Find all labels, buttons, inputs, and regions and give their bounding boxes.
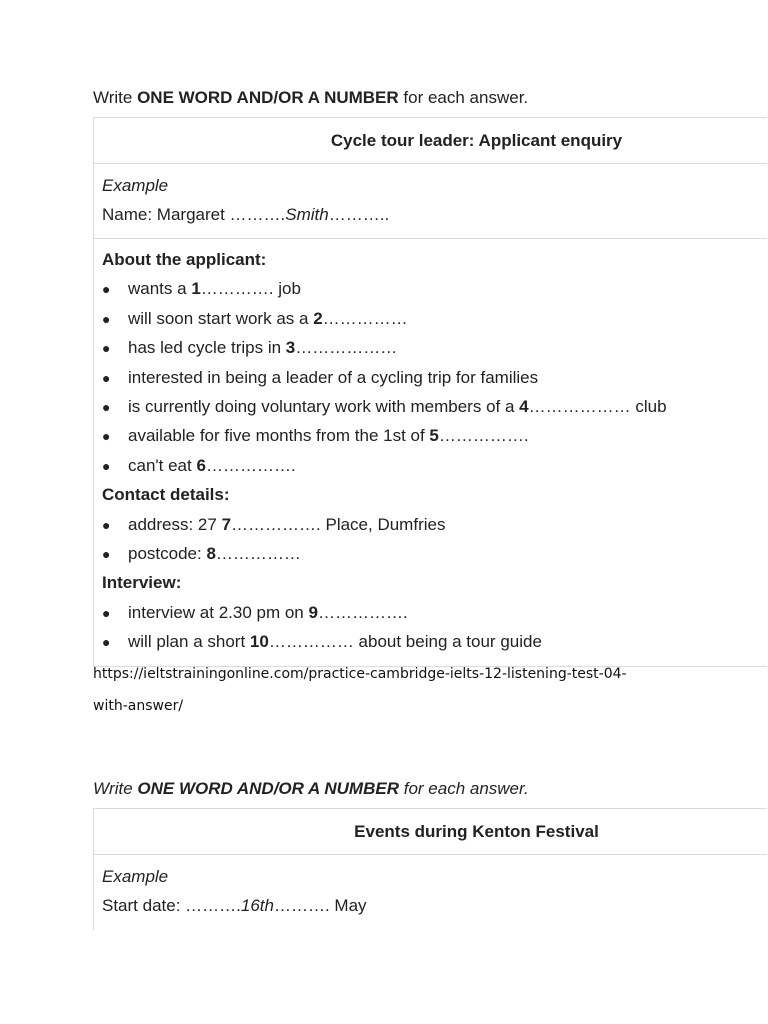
- answer-gap: ……………: [322, 308, 408, 328]
- example-post: ………..: [328, 205, 390, 224]
- source-url-line-1[interactable]: https://ieltstrainingonline.com/practice-cambridge-ielts-12-listening-test-04-: [93, 666, 627, 682]
- answer-gap: …………….: [438, 426, 529, 446]
- question-number: 10: [249, 632, 269, 652]
- section-heading: Contact details:: [102, 485, 230, 505]
- instruction-emphasis: ONE WORD AND/OR A NUMBER: [137, 779, 399, 798]
- note-item: [102, 368, 538, 388]
- answer-gap: …………. job: [200, 279, 301, 299]
- example-row: [94, 855, 767, 931]
- answer-gap: ……………. Place, Dumfries: [231, 514, 446, 534]
- question-number: 9: [308, 602, 318, 622]
- example-pre: Name: Margaret ……….: [102, 205, 286, 224]
- note-text: postcode:: [128, 544, 207, 563]
- bullet-icon: ●: [102, 310, 111, 327]
- question-number: 2: [313, 308, 323, 328]
- bullet-icon: ●: [102, 516, 111, 533]
- instruction-post: for each answer.: [399, 779, 529, 798]
- answer-gap: ……………… club: [528, 397, 667, 416]
- bullet-icon: ●: [102, 281, 111, 298]
- bullet-icon: ●: [102, 604, 111, 621]
- section-heading: Interview:: [102, 573, 182, 593]
- note-text: wants a: [128, 279, 192, 299]
- answer-gap: ……………: [215, 544, 301, 563]
- instruction-post: for each answer.: [398, 88, 529, 107]
- example-post: ………. May: [273, 896, 367, 915]
- note-text: will soon start work as a: [128, 308, 314, 328]
- note-item: [102, 515, 445, 535]
- question-number: 6: [196, 455, 206, 475]
- instruction-emphasis: ONE WORD AND/OR A NUMBER: [137, 88, 399, 107]
- instruction-pre: Write: [93, 779, 138, 798]
- note-text: is currently doing voluntary work with members of a: [128, 397, 520, 416]
- bullet-icon: ●: [102, 457, 111, 474]
- bullet-icon: ●: [102, 399, 111, 415]
- note-text: interview at 2.30 pm on: [128, 602, 309, 622]
- table-title: Events during Kenton Festival: [354, 822, 599, 841]
- note-item: [102, 456, 296, 476]
- question-number: 1: [191, 279, 201, 299]
- note-text: address: 27: [128, 514, 222, 534]
- note-item: [102, 309, 408, 329]
- note-item: [102, 426, 529, 446]
- answer-gap: …………… about being a tour guide: [268, 632, 542, 652]
- note-item: [102, 632, 542, 652]
- source-url-line-2[interactable]: with-answer/: [93, 698, 184, 714]
- example-line: [102, 205, 389, 225]
- section-heading: About the applicant:: [102, 250, 267, 269]
- example-answer: Smith: [285, 205, 329, 224]
- answer-gap: …………….: [205, 455, 296, 475]
- answer-gap: ………………: [295, 338, 398, 358]
- bullet-icon: ●: [102, 428, 111, 445]
- note-text: can't eat: [128, 455, 197, 475]
- applicant-enquiry-table: [93, 117, 767, 667]
- question-number: 5: [429, 426, 439, 446]
- bullet-icon: ●: [102, 369, 111, 386]
- question-number: 8: [206, 544, 216, 563]
- table-title-row: [94, 118, 767, 164]
- answer-gap: …………….: [317, 602, 408, 622]
- note-text: will plan a short: [128, 632, 250, 652]
- note-item: [102, 338, 397, 358]
- example-row: [94, 164, 767, 239]
- example-label: Example: [102, 867, 169, 886]
- question-number: 4: [519, 397, 529, 416]
- note-text: has led cycle trips in: [128, 338, 286, 358]
- example-pre: Start date: ……….: [102, 896, 241, 915]
- bullet-icon: ●: [102, 546, 111, 562]
- note-item: [102, 279, 301, 299]
- question-number: 3: [285, 338, 296, 358]
- instruction-2: [93, 779, 529, 799]
- note-item: [102, 544, 301, 564]
- question-number: 7: [221, 514, 232, 534]
- instruction-pre: Write: [93, 88, 138, 107]
- table-title: Cycle tour leader: Applicant enquiry: [330, 131, 623, 150]
- example-label: Example: [102, 176, 169, 195]
- note-item: [102, 603, 408, 623]
- bullet-icon: ●: [102, 634, 111, 651]
- example-line: [102, 896, 367, 916]
- example-answer: 16th: [240, 896, 274, 915]
- bullet-icon: ●: [102, 340, 111, 357]
- note-text: interested in being a leader of a cycling trip for families: [128, 367, 539, 387]
- note-text: available for five months from the 1st of: [128, 426, 430, 446]
- note-item: [102, 397, 667, 417]
- table-title-row: [94, 809, 767, 855]
- instruction-1: [93, 88, 528, 108]
